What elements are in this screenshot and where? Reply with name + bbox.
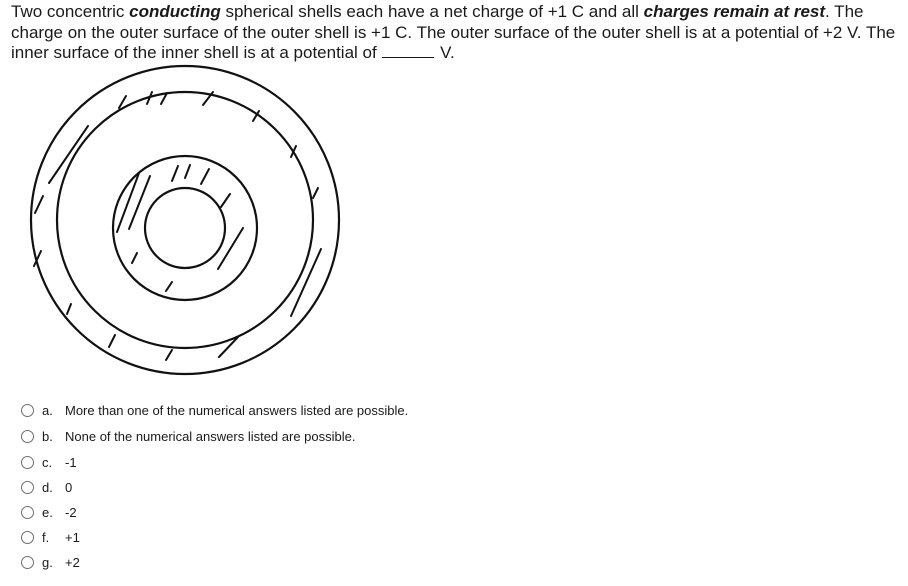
option-c[interactable] [0, 450, 600, 475]
option-text: -1 [65, 455, 77, 470]
emphasis-charges-at-rest: charges remain at rest [643, 2, 826, 21]
radio-button-a[interactable] [21, 404, 34, 417]
option-text: 0 [65, 480, 73, 495]
option-letter: d. [42, 480, 53, 495]
question-part-1: Two concentric [11, 2, 130, 21]
option-letter: f. [42, 530, 50, 545]
option-e[interactable] [0, 500, 600, 525]
outer-shell-inner-surface [57, 92, 313, 348]
option-b[interactable] [0, 424, 600, 449]
option-a[interactable] [0, 398, 600, 423]
option-text: +1 [65, 530, 80, 545]
option-text: -2 [65, 505, 77, 520]
option-text: None of the numerical answers listed are possible. [65, 429, 356, 444]
question-part-3: . The charge on the outer surface of the outer shell is +1 C. The outer surface of the outer shell is at a potential of +2 V. The inner surface of the inner shell is at a potential of [11, 2, 896, 62]
emphasis-conducting: conducting [129, 2, 221, 21]
answer-blank [382, 43, 434, 58]
outer-shell-outer-surface [31, 66, 339, 374]
radio-button-d[interactable] [21, 481, 34, 494]
option-f[interactable] [0, 525, 600, 550]
option-d[interactable] [0, 475, 600, 500]
option-letter: b. [42, 429, 53, 444]
question-part-2: spherical shells each have a net charge of +1 C and all [220, 2, 644, 21]
option-g[interactable] [0, 550, 600, 575]
radio-button-b[interactable] [21, 430, 34, 443]
inner-shell-inner-surface [145, 188, 225, 268]
option-letter: a. [42, 403, 53, 418]
question-text [11, 2, 901, 64]
option-letter: e. [42, 505, 53, 520]
option-letter: g. [42, 555, 53, 570]
question-part-4: V. [435, 43, 455, 62]
option-text: +2 [65, 555, 80, 570]
radio-button-f[interactable] [21, 531, 34, 544]
option-text: More than one of the numerical answers listed are possible. [65, 403, 409, 418]
radio-button-g[interactable] [21, 556, 34, 569]
radio-button-e[interactable] [21, 506, 34, 519]
radio-button-c[interactable] [21, 456, 34, 469]
concentric-shells-diagram [0, 60, 360, 390]
option-letter: c. [42, 455, 53, 470]
